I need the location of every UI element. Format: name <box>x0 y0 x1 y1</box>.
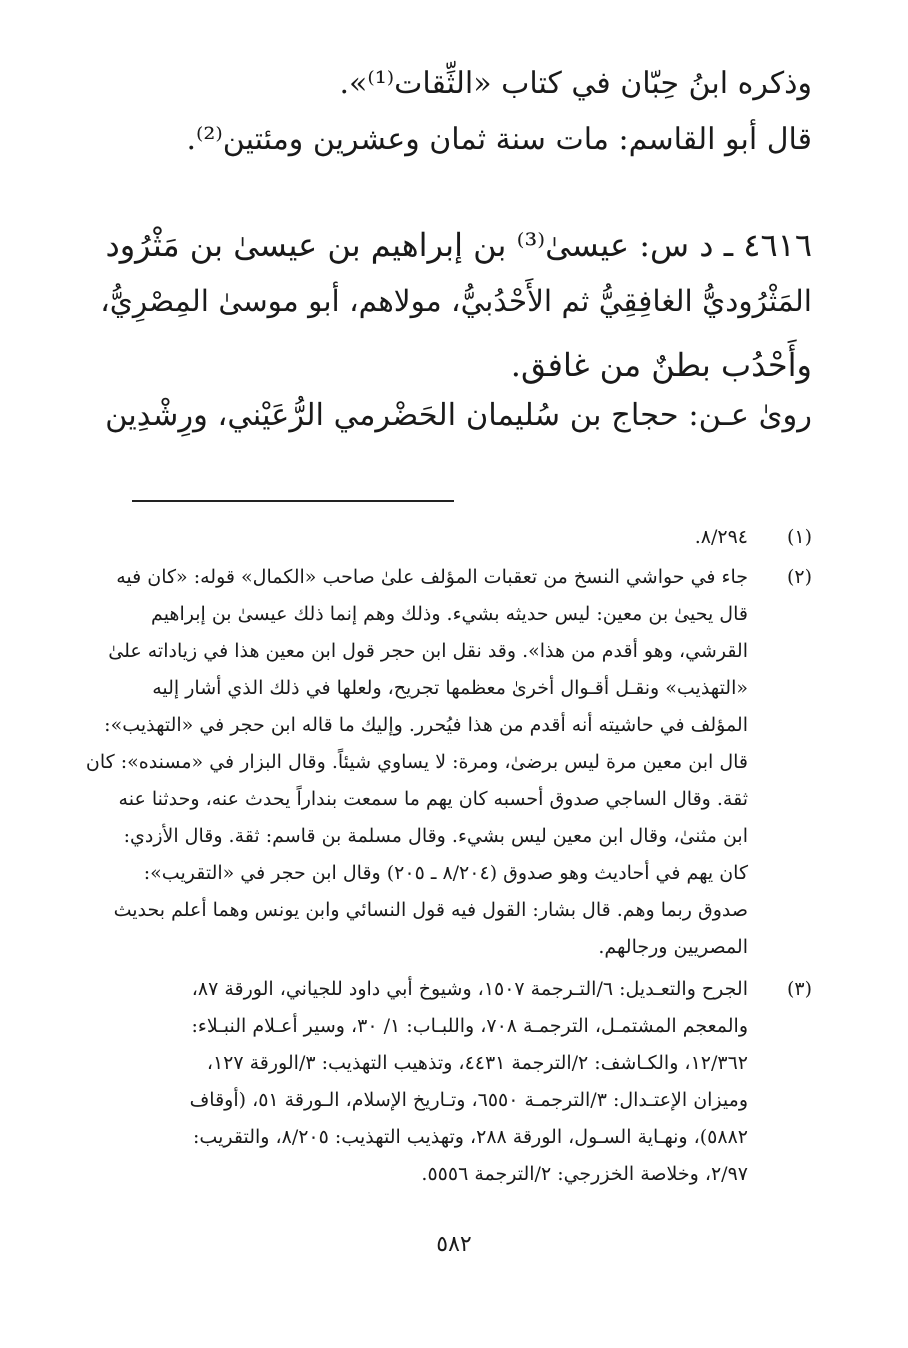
entry-heading-line: ٤٦١٦ ـ د س: عيسىٰ⁽³⁾ بن إبراهيم بن عيسىٰ بن مَثْرُود <box>105 226 812 264</box>
footnote-line: ٥٨٨٢)، ونهـاية السـول، الورقة ٢٨٨، وتهذيب التهذيب: ٨/٢٠٥، والتقريب: <box>193 1126 748 1148</box>
footnote-line: المصريين ورجالهم. <box>598 936 748 958</box>
footnote-line: والمعجم المشتمـل، الترجمـة ٧٠٨، واللبـاب: ١/ ٣٠، وسير أعـلام النبـلاء: <box>191 1015 748 1037</box>
footnote-line: كان يهم في أحاديث وهو صدوق (٨/٢٠٤ ـ ٢٠٥) وقال ابن حجر في «التقريب»: <box>143 862 748 884</box>
entry-line: المَثْرُوديُّ الغافِقِيُّ ثم الأَحْدُبيُّ، مولاهم، أبو موسىٰ المِصْرِيُّ، <box>100 284 812 318</box>
text-line: قال أبو القاسم: مات سنة ثمان وعشرين ومئتين⁽²⁾. <box>186 122 812 157</box>
footnote-line: الجرح والتعـديل: ٦/التـرجمة ١٥٠٧، وشيوخ أبي داود للجياني، الورقة ٨٧، <box>191 978 748 1000</box>
footnote-line: ١٢/٣٦٢، والكـاشف: ٢/الترجمة ٤٤٣١، وتذهيب التهذيب: ٣/الورقة ١٢٧، <box>206 1052 748 1074</box>
footnote-line: قال يحيىٰ بن معين: ليس حديثه بشيء. وذلك وهم إنما ذلك عيسىٰ بن إبراهيم <box>151 603 748 625</box>
footnote-line: وميزان الإعتـدال: ٣/الترجمـة ٦٥٥٠، وتـاريخ الإسلام، الـورقة ٥١، (أوقاف <box>189 1089 748 1111</box>
footnote-line: ٢/٩٧، وخلاصة الخزرجي: ٢/الترجمة ٥٥٥٦. <box>421 1163 748 1185</box>
footnote-number: (٣) <box>786 978 812 1000</box>
footnote-line: ثقة. وقال الساجي صدوق أحسبه كان يهم ما سمعت بنداراً يحدث عنه، وحدثنا عنه <box>118 788 748 810</box>
footnote-line: «التهذيب» ونقـل أقـوال أخرىٰ معظمها تجريح، ولعلها في ذلك الذي أشار إليه <box>152 677 748 699</box>
footnote-number: (١) <box>786 526 812 548</box>
page-number: ٥٨٢ <box>436 1232 472 1257</box>
footnote-line: ابن مثنىٰ، وقال ابن معين ليس بشيء. وقال مسلمة بن قاسم: ثقة. وقال الأزدي: <box>123 825 748 847</box>
footnote-line: القرشي، وهو أقدم من هذا». وقد نقل ابن حجر قول ابن معين هذا في زياداته علىٰ <box>108 640 748 662</box>
footnote-line: صدوق ربما وهم. قال بشار: القول فيه قول النسائي وابن يونس وهما أعلم بحديث <box>113 899 748 921</box>
entry-line: وأَحْدُب بطنٌ من غافق. <box>510 346 812 384</box>
footnote-line: قال ابن معين مرة ليس برضىٰ، ومرة: لا يساوي شيئاً. وقال البزار في «مسنده»: كان <box>85 751 748 773</box>
footnote-number: (٢) <box>786 566 812 588</box>
footnote-separator <box>132 500 454 502</box>
footnote-line: جاء في حواشي النسخ من تعقبات المؤلف علىٰ صاحب «الكمال» قوله: «كان فيه <box>116 566 748 588</box>
entry-line: روىٰ عـن: حجاج بن سُليمان الحَضْرمي الرُّعَيْني، ورِشْدِين <box>105 398 812 433</box>
footnote-line: المؤلف في حاشيته أنه أقدم من هذا فيُحرر. وإليك ما قاله ابن حجر في «التهذيب»: <box>104 714 748 736</box>
footnote-line: ٨/٢٩٤. <box>694 526 748 548</box>
text-line: وذكره ابنُ حِبّان في كتاب «الثِّقات⁽¹⁾». <box>339 66 812 101</box>
